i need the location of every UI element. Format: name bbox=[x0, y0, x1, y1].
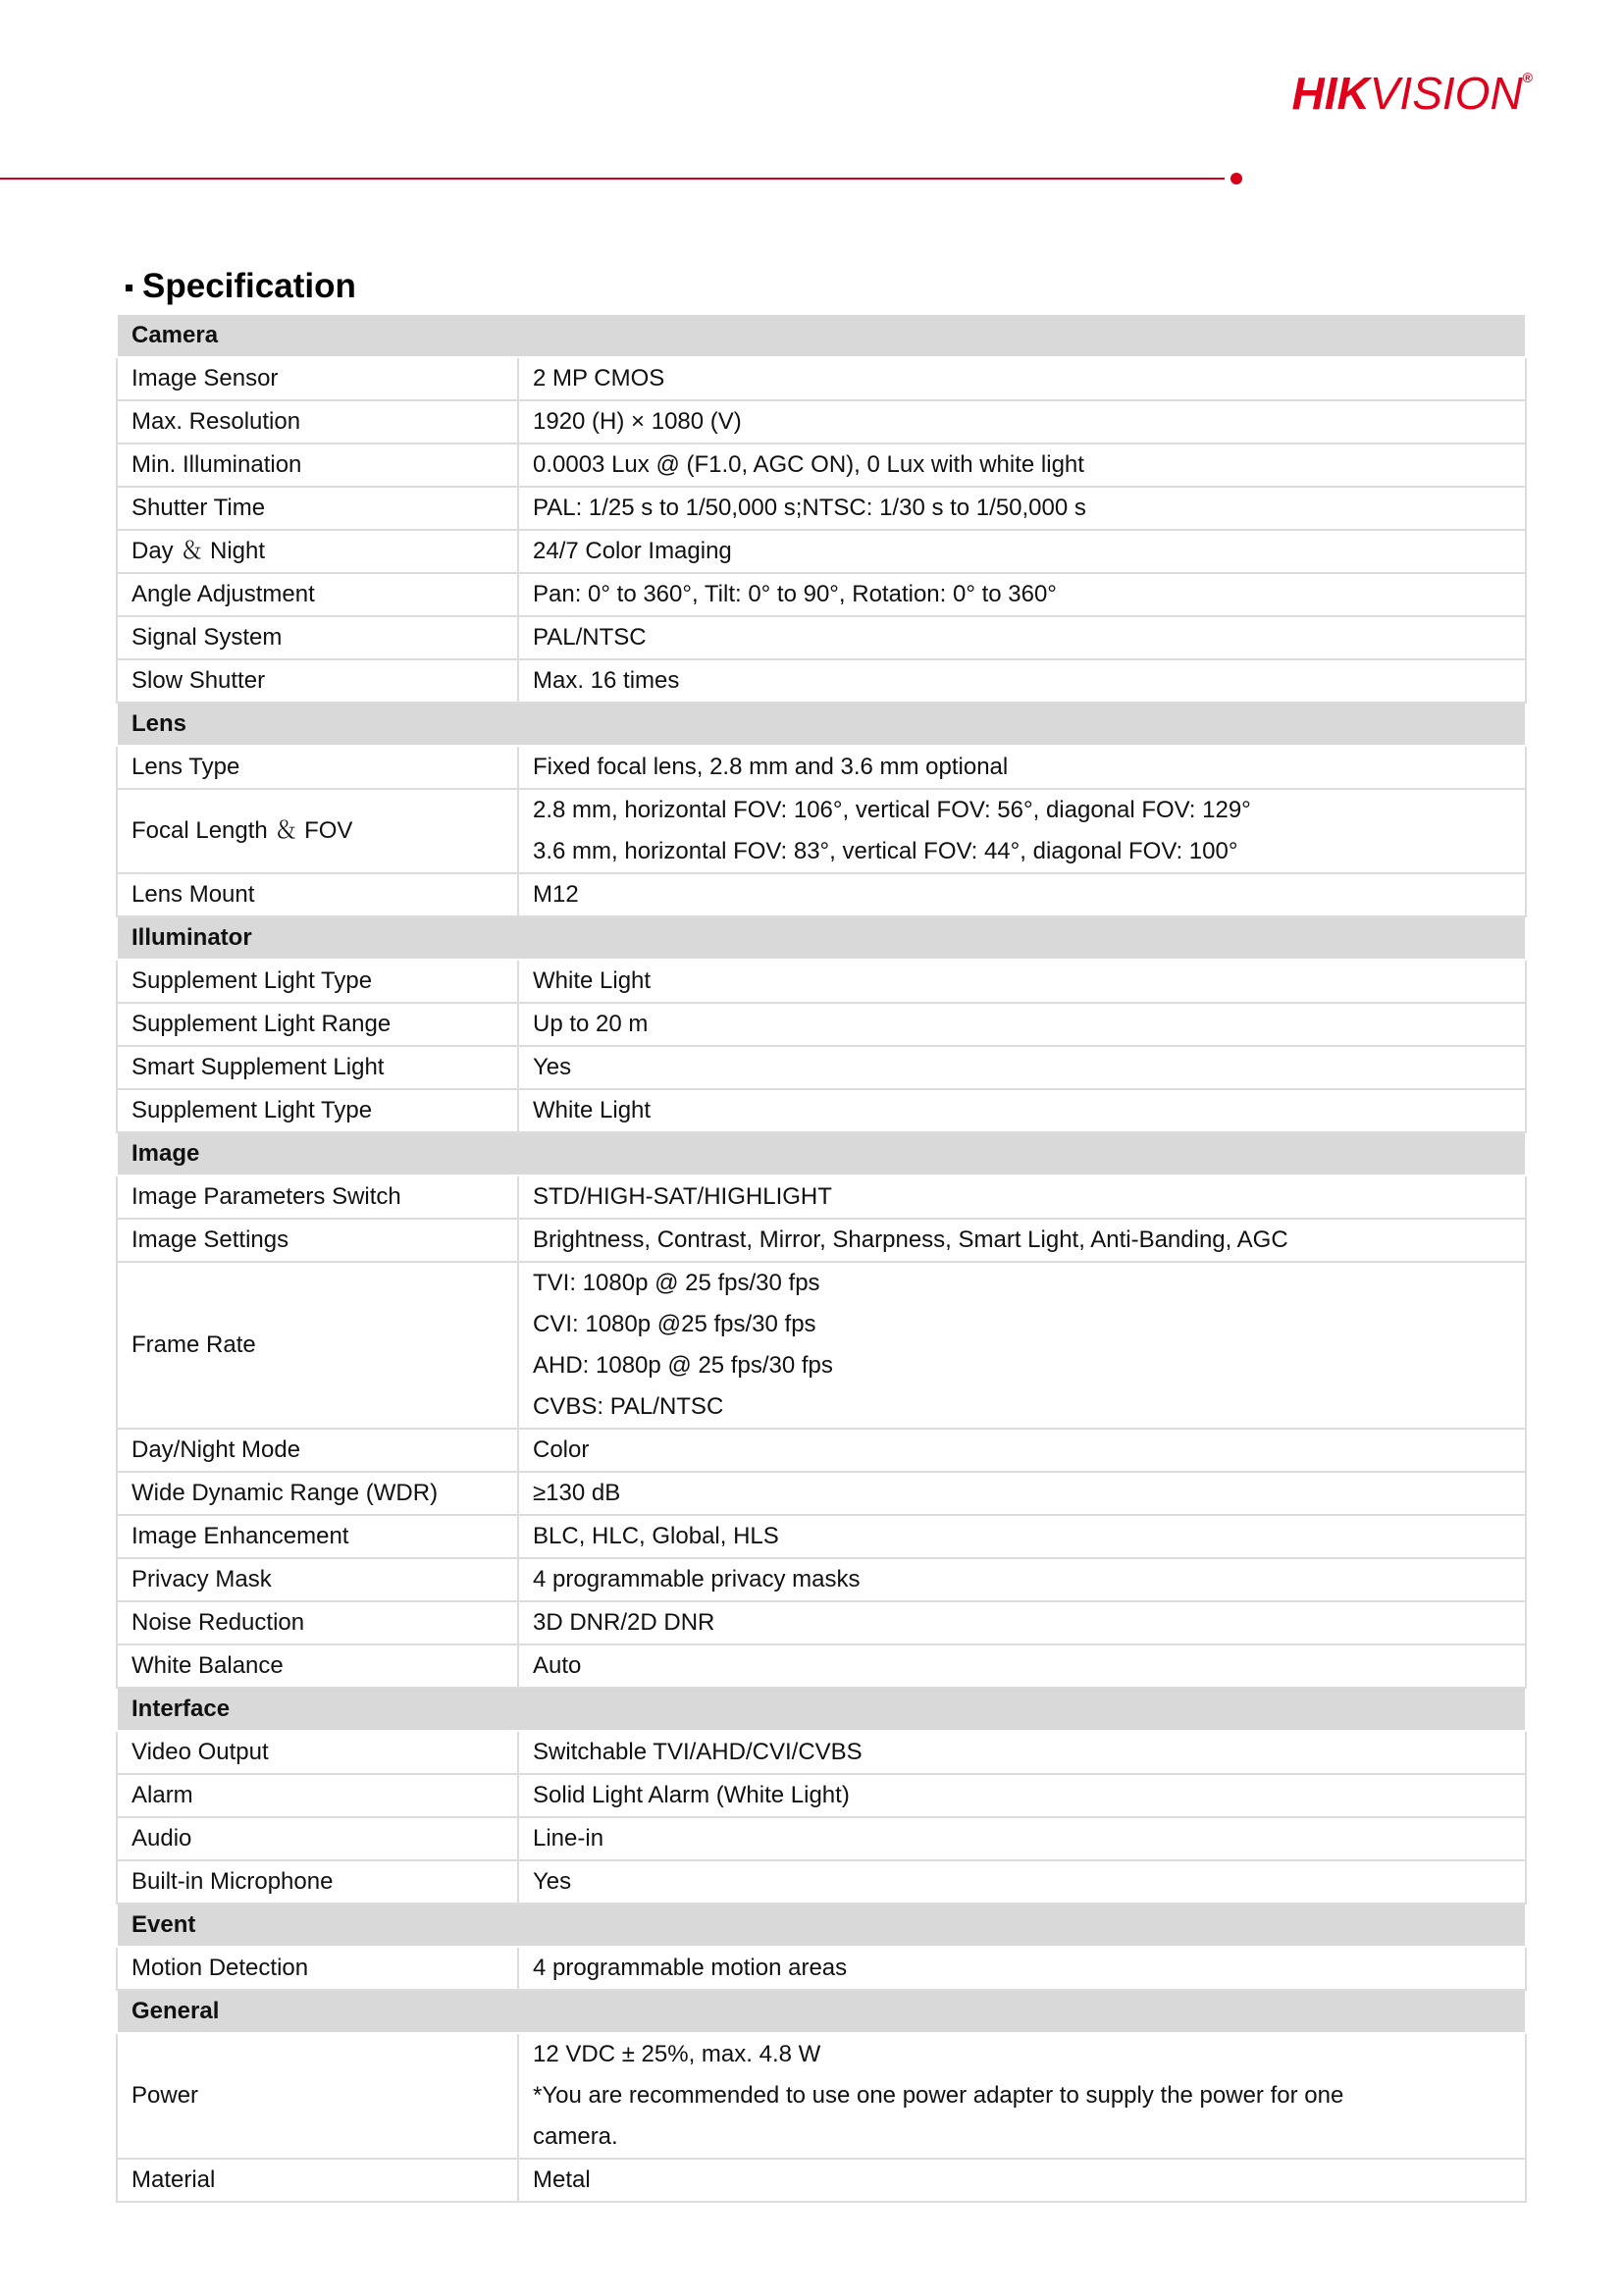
spec-row bbox=[117, 1429, 1526, 1472]
spec-category-row bbox=[117, 1688, 1526, 1731]
spec-value-line: 4 programmable privacy masks bbox=[533, 1566, 861, 1592]
spec-row bbox=[117, 1774, 1526, 1817]
spec-category-row bbox=[117, 916, 1526, 960]
spec-row bbox=[117, 1262, 1526, 1429]
spec-value-line: Yes bbox=[533, 1054, 572, 1080]
spec-label: Material bbox=[117, 2159, 518, 2202]
spec-value bbox=[518, 659, 1526, 703]
registered-mark: ® bbox=[1522, 70, 1533, 85]
spec-category-row bbox=[117, 1132, 1526, 1175]
spec-value-line: White Light bbox=[533, 967, 652, 994]
spec-row bbox=[117, 789, 1526, 873]
spec-label: Power bbox=[117, 2033, 518, 2159]
spec-value-line: PAL/NTSC bbox=[533, 624, 647, 651]
spec-value-line: *You are recommended to use one power adapter to supply the power for one bbox=[533, 2082, 1344, 2109]
spec-value bbox=[518, 357, 1526, 400]
spec-label: Noise Reduction bbox=[117, 1601, 518, 1644]
spec-value-line: 2.8 mm, horizontal FOV: 106°, vertical FOV: 56°, diagonal FOV: 129° bbox=[533, 797, 1251, 823]
spec-row bbox=[117, 1731, 1526, 1774]
spec-value-line: 3.6 mm, horizontal FOV: 83°, vertical FOV: 44°, diagonal FOV: 100° bbox=[533, 838, 1238, 864]
spec-category-row bbox=[117, 1904, 1526, 1947]
spec-label: Focal Length ＆ FOV bbox=[117, 789, 518, 873]
spec-label: Signal System bbox=[117, 616, 518, 659]
spec-value-line: 2 MP CMOS bbox=[533, 365, 665, 391]
spec-value-line: Fixed focal lens, 2.8 mm and 3.6 mm optional bbox=[533, 754, 1009, 780]
spec-row bbox=[117, 1472, 1526, 1515]
spec-value bbox=[518, 1515, 1526, 1558]
spec-row bbox=[117, 1601, 1526, 1644]
spec-label: Min. Illumination bbox=[117, 444, 518, 487]
spec-label: Supplement Light Type bbox=[117, 1089, 518, 1132]
spec-label: Supplement Light Range bbox=[117, 1003, 518, 1046]
spec-category-label: Camera bbox=[117, 314, 1526, 357]
spec-value-line: M12 bbox=[533, 881, 579, 908]
spec-label: Day/Night Mode bbox=[117, 1429, 518, 1472]
spec-value bbox=[518, 1003, 1526, 1046]
spec-value-line: White Light bbox=[533, 1097, 652, 1123]
spec-value bbox=[518, 1644, 1526, 1688]
spec-label: Privacy Mask bbox=[117, 1558, 518, 1601]
spec-value-line: 4 programmable motion areas bbox=[533, 1955, 848, 1981]
spec-value bbox=[518, 400, 1526, 444]
spec-value-line: PAL: 1/25 s to 1/50,000 s;NTSC: 1/30 s to 1/50,000 s bbox=[533, 495, 1086, 521]
spec-label: Image Enhancement bbox=[117, 1515, 518, 1558]
spec-value-line: CVBS: PAL/NTSC bbox=[533, 1393, 724, 1420]
spec-label: Smart Supplement Light bbox=[117, 1046, 518, 1089]
spec-row bbox=[117, 616, 1526, 659]
spec-value bbox=[518, 789, 1526, 873]
spec-value-line: CVI: 1080p @25 fps/30 fps bbox=[533, 1311, 816, 1337]
spec-value bbox=[518, 1219, 1526, 1262]
spec-value-line: 1920 (H) × 1080 (V) bbox=[533, 408, 742, 435]
spec-label: Image Sensor bbox=[117, 357, 518, 400]
spec-value-line: Brightness, Contrast, Mirror, Sharpness, Smart Light, Anti-Banding, AGC bbox=[533, 1226, 1288, 1253]
spec-row bbox=[117, 873, 1526, 916]
spec-value bbox=[518, 1774, 1526, 1817]
header-divider-dot bbox=[1230, 173, 1242, 184]
spec-row bbox=[117, 530, 1526, 573]
spec-table-body bbox=[117, 314, 1526, 2202]
spec-label: Angle Adjustment bbox=[117, 573, 518, 616]
spec-value-line: 3D DNR/2D DNR bbox=[533, 1609, 715, 1636]
spec-value bbox=[518, 1731, 1526, 1774]
spec-value-line: Pan: 0° to 360°, Tilt: 0° to 90°, Rotation: 0° to 360° bbox=[533, 581, 1057, 607]
spec-value bbox=[518, 487, 1526, 530]
spec-label: Lens Type bbox=[117, 746, 518, 789]
spec-row bbox=[117, 2159, 1526, 2202]
spec-value-line: Max. 16 times bbox=[533, 667, 680, 694]
spec-value bbox=[518, 1429, 1526, 1472]
spec-row bbox=[117, 1860, 1526, 1904]
spec-label: White Balance bbox=[117, 1644, 518, 1688]
section-heading bbox=[126, 267, 356, 306]
spec-row bbox=[117, 1089, 1526, 1132]
spec-value-line: STD/HIGH-SAT/HIGHLIGHT bbox=[533, 1183, 832, 1210]
spec-value bbox=[518, 2033, 1526, 2159]
brand-logo-part2: VISION bbox=[1369, 68, 1523, 119]
spec-value bbox=[518, 1601, 1526, 1644]
spec-value bbox=[518, 746, 1526, 789]
spec-value bbox=[518, 1947, 1526, 1990]
spec-label: Supplement Light Type bbox=[117, 960, 518, 1003]
spec-value bbox=[518, 616, 1526, 659]
spec-value bbox=[518, 444, 1526, 487]
spec-value-line: ≥130 dB bbox=[533, 1480, 621, 1506]
spec-label: Audio bbox=[117, 1817, 518, 1860]
spec-value-line: Metal bbox=[533, 2166, 591, 2193]
spec-value-line: 12 VDC ± 25%, max. 4.8 W bbox=[533, 2041, 821, 2067]
spec-row bbox=[117, 1947, 1526, 1990]
spec-row bbox=[117, 1817, 1526, 1860]
spec-category-row bbox=[117, 703, 1526, 746]
spec-label: Frame Rate bbox=[117, 1262, 518, 1429]
spec-value bbox=[518, 573, 1526, 616]
spec-category-label: General bbox=[117, 1990, 1526, 2033]
spec-row bbox=[117, 357, 1526, 400]
spec-value bbox=[518, 1817, 1526, 1860]
spec-value bbox=[518, 1472, 1526, 1515]
spec-value-line: camera. bbox=[533, 2123, 618, 2150]
spec-label: Slow Shutter bbox=[117, 659, 518, 703]
spec-row bbox=[117, 444, 1526, 487]
spec-value bbox=[518, 1262, 1526, 1429]
spec-category-row bbox=[117, 314, 1526, 357]
spec-value bbox=[518, 873, 1526, 916]
spec-value-line: Up to 20 m bbox=[533, 1011, 649, 1037]
spec-value bbox=[518, 530, 1526, 573]
spec-category-label: Lens bbox=[117, 703, 1526, 746]
spec-row bbox=[117, 400, 1526, 444]
spec-label: Shutter Time bbox=[117, 487, 518, 530]
spec-row bbox=[117, 573, 1526, 616]
spec-value-line: Color bbox=[533, 1436, 590, 1463]
spec-label: Max. Resolution bbox=[117, 400, 518, 444]
spec-value-line: TVI: 1080p @ 25 fps/30 fps bbox=[533, 1270, 820, 1296]
spec-label: Lens Mount bbox=[117, 873, 518, 916]
spec-label: Day ＆ Night bbox=[117, 530, 518, 573]
spec-row bbox=[117, 1558, 1526, 1601]
spec-table bbox=[116, 313, 1527, 2203]
spec-value bbox=[518, 1089, 1526, 1132]
spec-category-row bbox=[117, 1990, 1526, 2033]
spec-row bbox=[117, 1175, 1526, 1219]
spec-category-label: Event bbox=[117, 1904, 1526, 1947]
spec-value-line: Line-in bbox=[533, 1825, 604, 1852]
spec-value-line: 24/7 Color Imaging bbox=[533, 538, 732, 564]
spec-label: Motion Detection bbox=[117, 1947, 518, 1990]
header-divider bbox=[0, 178, 1225, 180]
spec-row bbox=[117, 1219, 1526, 1262]
spec-row bbox=[117, 487, 1526, 530]
spec-value-line: BLC, HLC, Global, HLS bbox=[533, 1523, 779, 1549]
spec-value bbox=[518, 1860, 1526, 1904]
section-title: Specification bbox=[142, 267, 356, 305]
spec-category-label: Interface bbox=[117, 1688, 1526, 1731]
spec-value bbox=[518, 960, 1526, 1003]
spec-row bbox=[117, 1644, 1526, 1688]
spec-label: Wide Dynamic Range (WDR) bbox=[117, 1472, 518, 1515]
spec-label: Video Output bbox=[117, 1731, 518, 1774]
spec-category-label: Image bbox=[117, 1132, 1526, 1175]
spec-row bbox=[117, 2033, 1526, 2159]
spec-value-line: Yes bbox=[533, 1868, 572, 1895]
spec-value-line: Auto bbox=[533, 1652, 582, 1679]
spec-value-line: AHD: 1080p @ 25 fps/30 fps bbox=[533, 1352, 833, 1379]
spec-row bbox=[117, 746, 1526, 789]
spec-row bbox=[117, 659, 1526, 703]
spec-label: Alarm bbox=[117, 1774, 518, 1817]
brand-logo bbox=[1291, 68, 1534, 119]
spec-value-line: Switchable TVI/AHD/CVI/CVBS bbox=[533, 1739, 863, 1765]
spec-label: Image Parameters Switch bbox=[117, 1175, 518, 1219]
spec-category-label: Illuminator bbox=[117, 916, 1526, 960]
spec-value bbox=[518, 1558, 1526, 1601]
spec-value bbox=[518, 1175, 1526, 1219]
spec-row bbox=[117, 1046, 1526, 1089]
spec-label: Built-in Microphone bbox=[117, 1860, 518, 1904]
spec-value bbox=[518, 1046, 1526, 1089]
spec-row bbox=[117, 960, 1526, 1003]
spec-value-line: 0.0003 Lux @ (F1.0, AGC ON), 0 Lux with white light bbox=[533, 451, 1084, 478]
square-bullet-icon bbox=[126, 285, 132, 291]
spec-value-line: Solid Light Alarm (White Light) bbox=[533, 1782, 850, 1808]
brand-logo-part1: HIK bbox=[1291, 68, 1370, 119]
spec-row bbox=[117, 1003, 1526, 1046]
spec-row bbox=[117, 1515, 1526, 1558]
spec-label: Image Settings bbox=[117, 1219, 518, 1262]
spec-value bbox=[518, 2159, 1526, 2202]
